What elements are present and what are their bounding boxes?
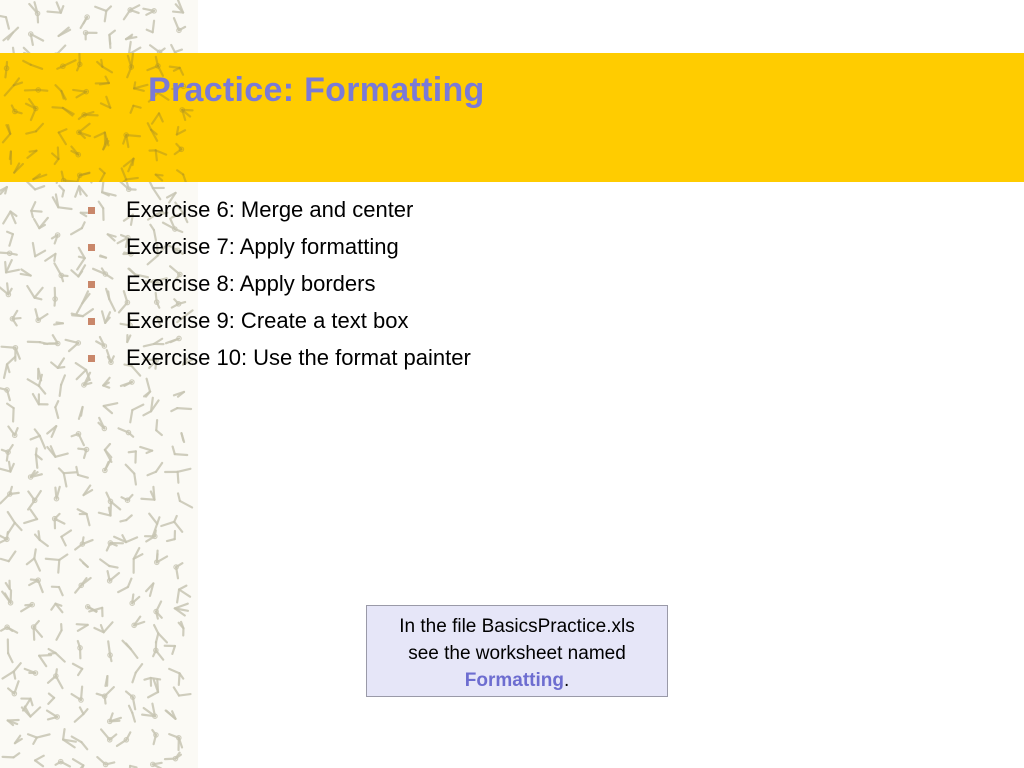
list-item (84, 304, 471, 341)
note-line-3 (367, 667, 667, 694)
note-line-1: In the file BasicsPractice.xls (399, 616, 635, 637)
list-item (84, 341, 471, 378)
note-line-2: see the worksheet named (408, 643, 626, 664)
note-suffix: . (563, 670, 570, 691)
bullet-square-icon (88, 281, 95, 288)
exercise-list (84, 193, 471, 378)
bullet-square-icon (88, 318, 95, 325)
bullet-square-icon (88, 244, 95, 251)
bullet-square-icon (88, 355, 95, 362)
bullet-square-icon (88, 207, 95, 214)
list-item (84, 267, 471, 304)
list-item-label: Exercise 8: Apply borders (126, 271, 376, 296)
list-item-label: Exercise 6: Merge and center (126, 197, 414, 222)
worksheet-name: Formatting (464, 670, 564, 691)
list-item (84, 193, 471, 230)
list-item-label: Exercise 7: Apply formatting (126, 234, 399, 259)
list-item (84, 230, 471, 267)
list-item-label: Exercise 10: Use the format painter (126, 345, 471, 370)
note-callout-box (366, 605, 668, 697)
list-item-label: Exercise 9: Create a text box (126, 308, 409, 333)
slide-title: Practice: Formatting (148, 71, 485, 109)
